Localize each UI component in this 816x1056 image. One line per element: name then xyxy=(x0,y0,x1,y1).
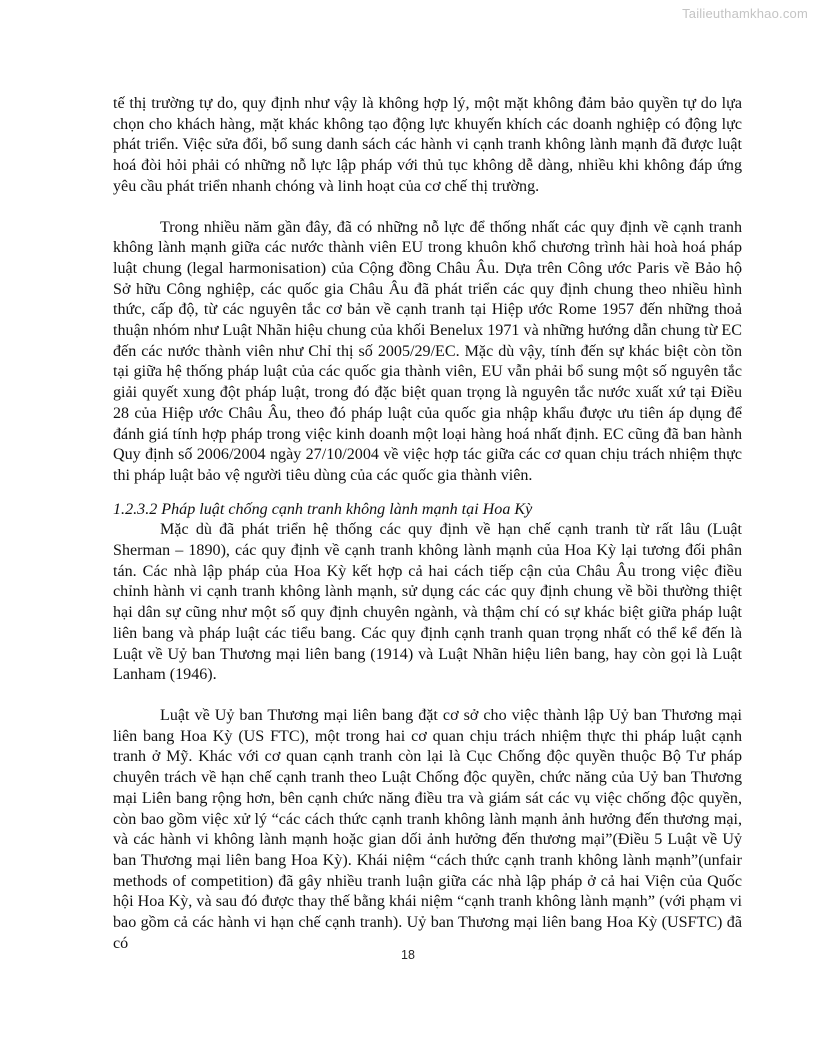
document-body xyxy=(113,94,742,954)
watermark-text: Tailieuthamkhao.com xyxy=(682,6,808,21)
paragraph-us-overview: Mặc dù đã phát triển hệ thống các quy định về hạn chế cạnh tranh từ rất lâu (Luật Sherman – 1890), các quy định về cạnh tranh không lành mạnh của Hoa Kỳ lại tương đối phân tán. Các nhà lập pháp của Hoa Kỳ kết hợp cả hai cách tiếp cận của Châu Âu trong việc điều chỉnh hành vi cạnh tranh không lành mạnh, sử dụng các các quy định chung về bồi thường thiệt hại dân sự cũng như một số quy định chuyên ngành, và thậm chí có sự khác biệt giữa pháp luật liên bang và pháp luật các tiểu bang. Các quy định cạnh tranh quan trọng nhất có thể kể đến là Luật về Uỷ ban Thương mại liên bang (1914) và Luật Nhãn hiệu liên bang, hay còn gọi là Luật Lanham (1946). xyxy=(113,521,742,684)
paragraph-eu-harmonisation: Trong nhiều năm gần đây, đã có những nỗ lực để thống nhất các quy định về cạnh tranh không lành mạnh giữa các nước thành viên EU trong khuôn khổ chương trình hài hoà hoá pháp luật chung (legal harmonisation) của Cộng đồng Châu Âu. Dựa trên Công ước Paris về Bảo hộ Sở hữu Công nghiệp, các quốc gia Châu Âu đã phát triển các quy định chung theo nhiều hình thức, cấp độ, từ các nguyên tắc cơ bản về cạnh tranh tại Hiệp ước Rome 1957 đến những thoả thuận nhóm như Luật Nhãn hiệu chung của khối Benelux 1971 và những hướng dẫn chung từ EC đến các nước thành viên như Chỉ thị số 2005/29/EC. Mặc dù vậy, tính đến sự khác biệt còn tồn tại giữa hệ thống pháp luật của các quốc gia thành viên, EU vẫn phải bổ sung một số nguyên tắc giải quyết xung đột pháp luật, trong đó đặc biệt quan trọng là nguyên tắc nước xuất xứ tại Điều 28 của Hiệp ước Châu Âu, theo đó pháp luật của quốc gia nhập khẩu được ưu tiên áp dụng để đánh giá tính hợp pháp trong việc kinh doanh một loại hàng hoá nhất định. EC cũng đã ban hành Quy định số 2006/2004 ngày 27/10/2004 về việc hợp tác giữa các cơ quan chịu trách nhiệm thực thi pháp luật bảo vệ người tiêu dùng của các quốc gia thành viên. xyxy=(113,218,742,484)
section-heading: 1.2.3.2 Pháp luật chống cạnh tranh không lành mạnh tại Hoa Kỳ xyxy=(113,500,533,518)
paragraph-continuation: tế thị trường tự do, quy định như vậy là không hợp lý, một mặt không đảm bảo quyền tự do lựa chọn cho khách hàng, mặt khác không tạo động lực khuyến khích các doanh nghiệp có động lực phát triển. Việc sửa đổi, bổ sung danh sách các hành vi cạnh tranh không lành mạnh đã được luật hoá đòi hỏi phải có những nỗ lực lập pháp với thủ tục không dễ dàng, nhiều khi không đáp ứng yêu cầu phát triển nhanh chóng và linh hoạt của cơ chế thị trường. xyxy=(113,95,742,195)
paragraph-us-ftc: Luật về Uỷ ban Thương mại liên bang đặt cơ sở cho việc thành lập Uỷ ban Thương mại liên bang Hoa Kỳ (US FTC), một trong hai cơ quan chịu trách nhiệm thực thi pháp luật cạnh tranh ở Mỹ. Khác với cơ quan cạnh tranh còn lại là Cục Chống độc quyền thuộc Bộ Tư pháp chuyên trách về hạn chế cạnh tranh theo Luật Chống độc quyền, chức năng của Uỷ ban Thương mại Liên bang rộng hơn, bên cạnh chức năng điều tra và giám sát các vụ việc chống độc quyền, còn bao gồm việc xử lý “các cách thức cạnh tranh không lành mạnh ảnh hưởng đến thương mại, và các hành vi không lành mạnh hoặc gian dối ảnh hưởng đến thương mại”(Điều 5 Luật về Uỷ ban Thương mại liên bang Hoa Kỳ). Khái niệm “cách thức cạnh tranh không lành mạnh”(unfair methods of competition) đã gây nhiều tranh luận giữa các nhà lập pháp ở cả hai Viện của Quốc hội Hoa Kỳ, và sau đó được thay thế bằng khái niệm “cạnh tranh không lành mạnh” (với phạm vi bao gồm cả các hành vi hạn chế cạnh tranh). Uỷ ban Thương mại liên bang Hoa Kỳ (USFTC) đã có xyxy=(113,706,742,952)
page-number: 18 xyxy=(401,948,415,962)
